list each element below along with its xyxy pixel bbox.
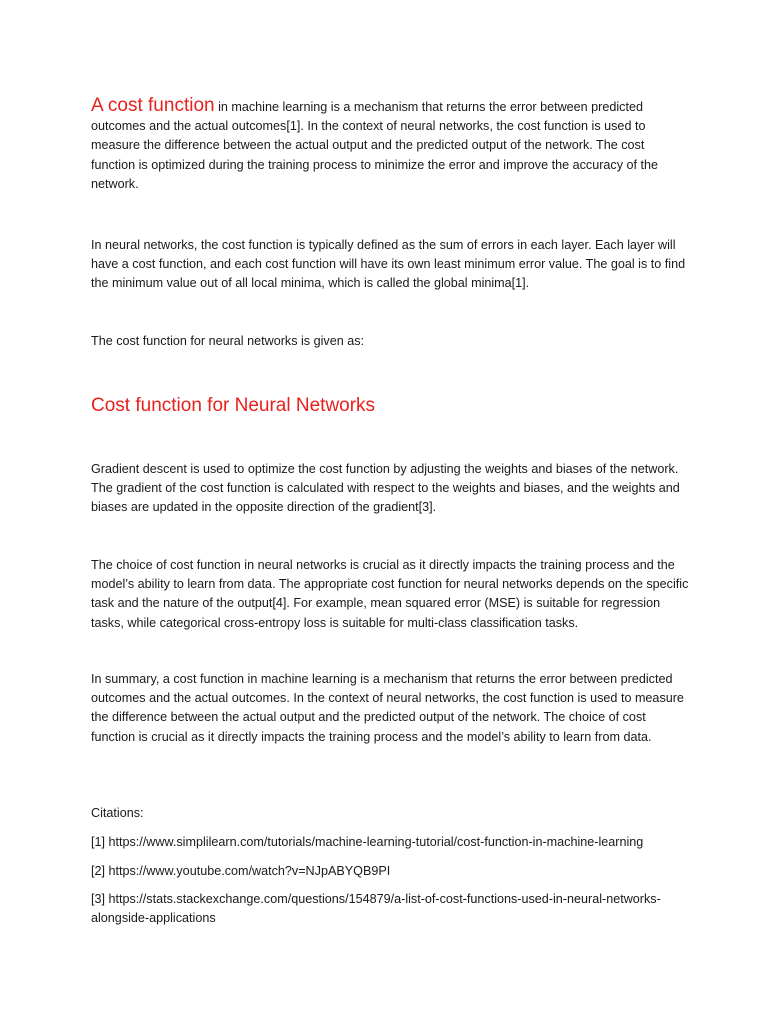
intro-text: in machine learning is a mechanism that returns the error between predicted outcomes and the actual outcomes[1]. In the context of neural networks, the cost function is used to measure the difference between the actual output and the predicted output of the network. The cost function is optimized during the training process to minimize the error and improve the accuracy of the network. [91,100,658,191]
section-heading: Cost function for Neural Networks [91,395,376,416]
intro-paragraph [91,96,689,194]
cost-function-choice-paragraph: The choice of cost function in neural networks is crucial as it directly impacts the training process and the model’s ability to learn from data. The appropriate cost function for neural networks depends on the specific task and the nature of the output[4]. For example, mean squared error (MSE) is suitable for regression tasks, while categorical cross-entropy loss is suitable for multi-class classification tasks. [91,558,689,630]
citation-item: [3] https://stats.stackexchange.com/questions/154879/a-list-of-cost-functions-used-in-neural-networks-alongside-applications [91,892,661,926]
citation-item: [2] https://www.youtube.com/watch?v=NJpABYQB9PI [91,864,391,878]
given-as-paragraph: The cost function for neural networks is given as: [91,334,364,348]
citation-item: [1] https://www.simplilearn.com/tutorials/machine-learning-tutorial/cost-function-in-machine-learning [91,835,644,849]
summary-paragraph: In summary, a cost function in machine learning is a mechanism that returns the error between predicted outcomes and the actual outcomes. In the context of neural networks, the cost function is used to measure the difference between the actual output and the predicted output of the network. The choice of cost function is crucial as it directly impacts the training process and the model’s ability to learn from data. [91,672,684,744]
neural-networks-paragraph: In neural networks, the cost function is typically defined as the sum of errors in each layer. Each layer will have a cost function, and each cost function will have its own least minimum error value. The goal is to find the minimum value out of all local minima, which is called the global minima[1]. [91,238,686,291]
citations-label: Citations: [91,806,144,820]
intro-title: A cost function [91,95,215,116]
gradient-descent-paragraph: Gradient descent is used to optimize the cost function by adjusting the weights and biases of the network. The gradient of the cost function is calculated with respect to the weights and biases, and the weights and biases are updated in the opposite direction of the gradient[3]. [91,462,680,515]
